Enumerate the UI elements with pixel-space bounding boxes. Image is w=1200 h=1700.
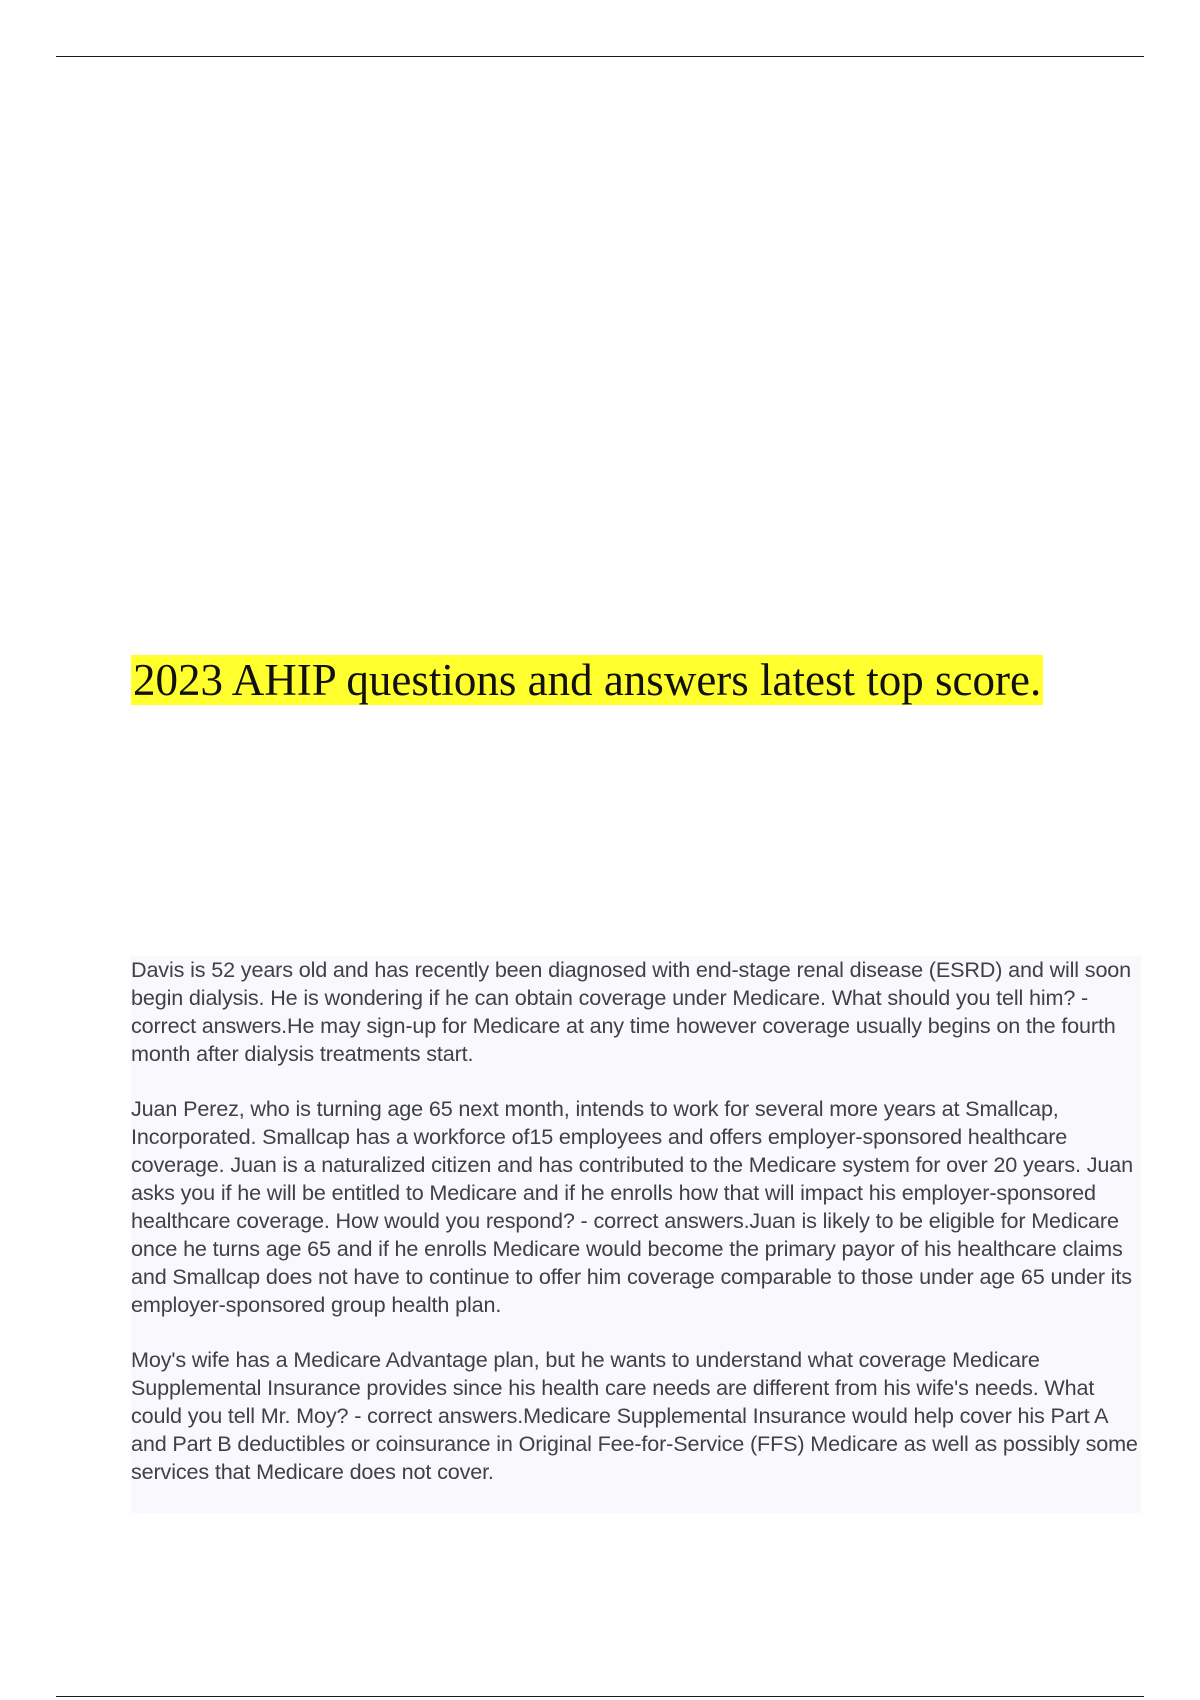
qa-entry-moy: Moy's wife has a Medicare Advantage plan, but he wants to understand what coverage Medicare Supplemental Insurance provides since his health care needs are different from his wife's needs. What could you tell Mr. Moy? - correct answers.Medicare Supplemental Insurance would help cover his Part A and Part B deductibles or coinsurance in Original Fee-for-Service (FFS) Medicare as well as possibly some services that Medicare does not cover.: [131, 1347, 1138, 1484]
top-rule: [56, 56, 1144, 57]
qa-entry-davis: Davis is 52 years old and has recently been diagnosed with end-stage renal disease (ESRD) and will soon begin dialysis. He is wondering if he can obtain coverage under Medicare. What should you tell him? - correct answers.He may sign-up for Medicare at any time however coverage usually begins on the fourth month after dialysis treatments start.: [131, 957, 1132, 1066]
qa-list: [131, 956, 1141, 1513]
title-block: [131, 652, 1131, 708]
qa-entry-juan-perez: Juan Perez, who is turning age 65 next month, intends to work for several more years at Smallcap, Incorporated. Smallcap has a workforce of15 employees and offers employer-sponsored healthcare coverage. Juan is a naturalized citizen and has contributed to the Medicare system for over 20 years. Juan asks you if he will be entitled to Medicare and if he enrolls how that will impact his employer-sponsored healthcare coverage. How would you respond? - correct answers.Juan is likely to be eligible for Medicare once he turns age 65 and if he enrolls Medicare would become the primary payor of his healthcare claims and Smallcap does not have to continue to offer him coverage comparable to those under age 65 under its employer-sponsored group health plan.: [131, 1096, 1133, 1317]
bottom-rule: [56, 1696, 1144, 1697]
document-title: 2023 AHIP questions and answers latest top score.: [133, 655, 1042, 705]
